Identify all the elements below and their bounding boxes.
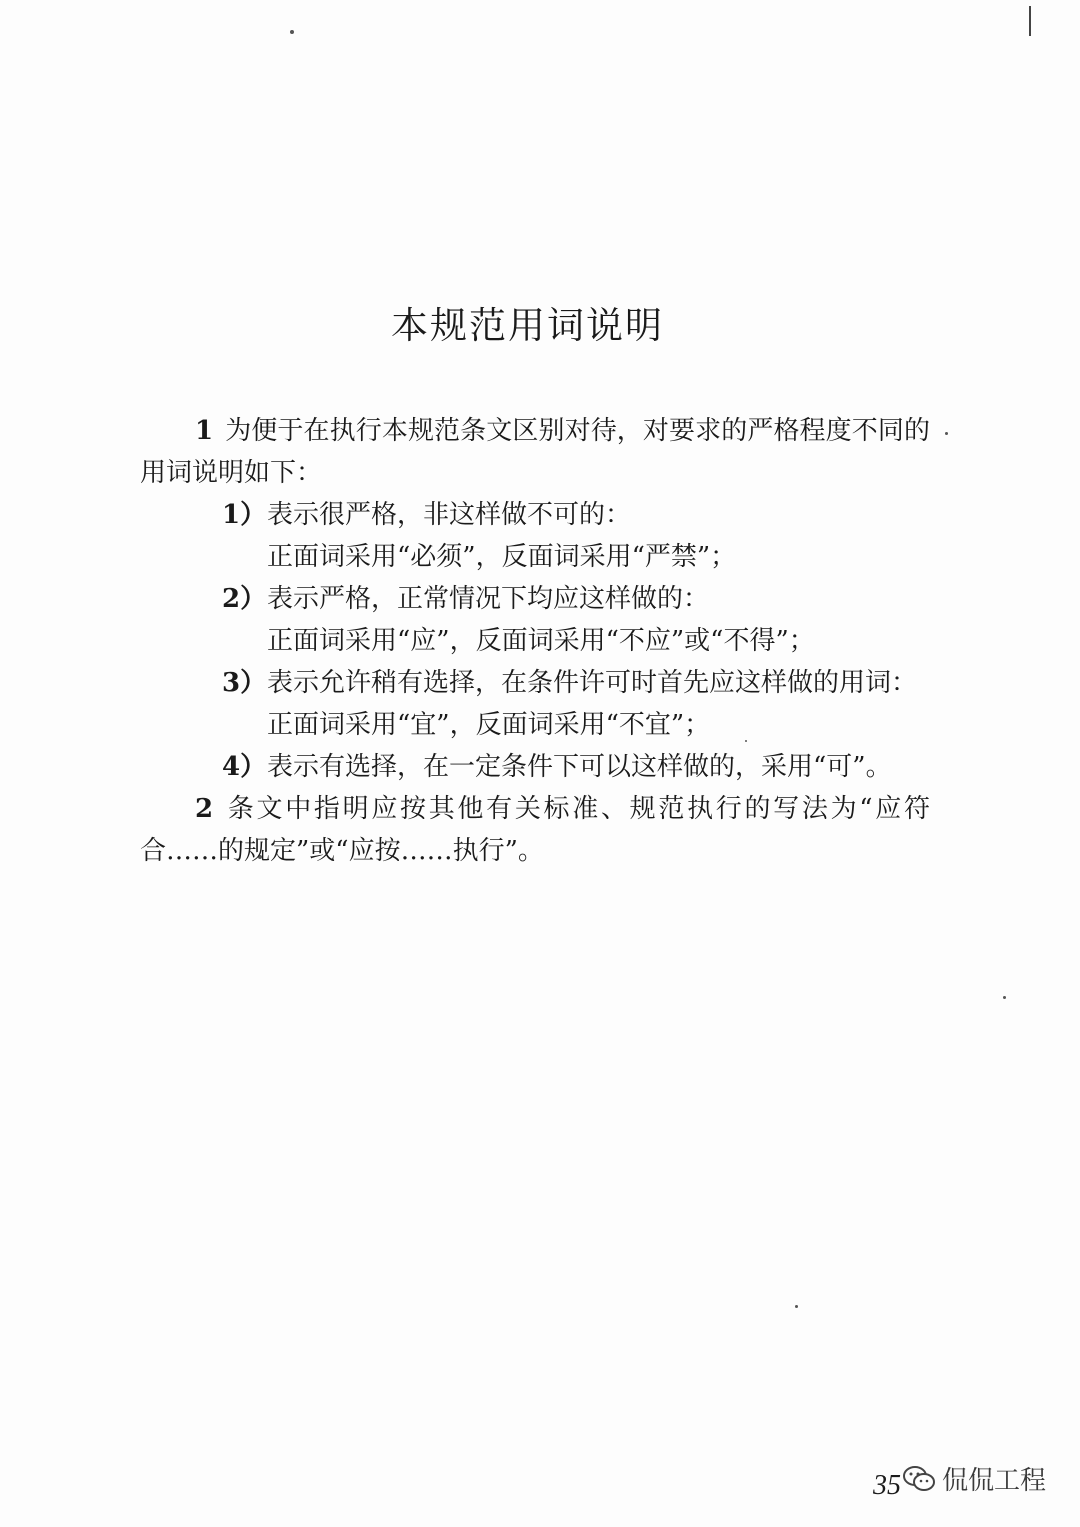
page-title: 本规范用词说明: [391, 304, 664, 347]
list-item: [140, 746, 930, 788]
scan-speck: [1003, 996, 1006, 999]
list-item-line: 正面词采用“必须”，反面词采用“严禁”；: [267, 542, 737, 572]
scan-speck: [945, 432, 948, 435]
document-body: [140, 410, 930, 872]
list-item-label: 2）: [222, 584, 267, 614]
clause-text: 为便于在执行本规范条文区别对待，对要求的严格程度不同的用词说明如下：: [140, 416, 930, 488]
scan-speck: [290, 30, 294, 34]
clause-1: [140, 410, 930, 494]
list-item: [140, 494, 930, 578]
list-item-line: 正面词采用“应”，反面词采用“不应”或“不得”；: [267, 626, 815, 656]
clause-number: 2: [195, 794, 214, 824]
clause-number: 1: [195, 416, 214, 446]
list-item-line: 表示严格，正常情况下均应这样做的：: [267, 584, 710, 614]
wechat-icon: [902, 1465, 936, 1493]
list-item-line: 表示允许稍有选择，在条件许可时首先应这样做的用词：: [267, 668, 918, 698]
list-item-label: 1）: [222, 500, 267, 530]
list-item: [140, 662, 930, 746]
clause-text: 条文中指明应按其他有关标准、规范执行的写法为“应符合……的规定”或“应按……执行”。: [140, 794, 930, 866]
list-item-line: 表示很严格，非这样做不可的：: [267, 500, 632, 530]
list-item-label: 4）: [222, 752, 267, 782]
watermark: [902, 1460, 1046, 1497]
watermark-text: 侃侃工程: [942, 1466, 1047, 1496]
list-item-line: 正面词采用“宜”，反面词采用“不宜”；: [267, 710, 711, 740]
scan-speck: [795, 1305, 798, 1308]
page-number: 35: [873, 1470, 901, 1501]
list-item-label: 3）: [222, 668, 267, 698]
list-item-line: 表示有选择，在一定条件下可以这样做的，采用“可”。: [267, 752, 892, 782]
scan-margin-mark: [1029, 6, 1031, 36]
clause-2: [140, 788, 930, 872]
list-item: [140, 578, 930, 662]
